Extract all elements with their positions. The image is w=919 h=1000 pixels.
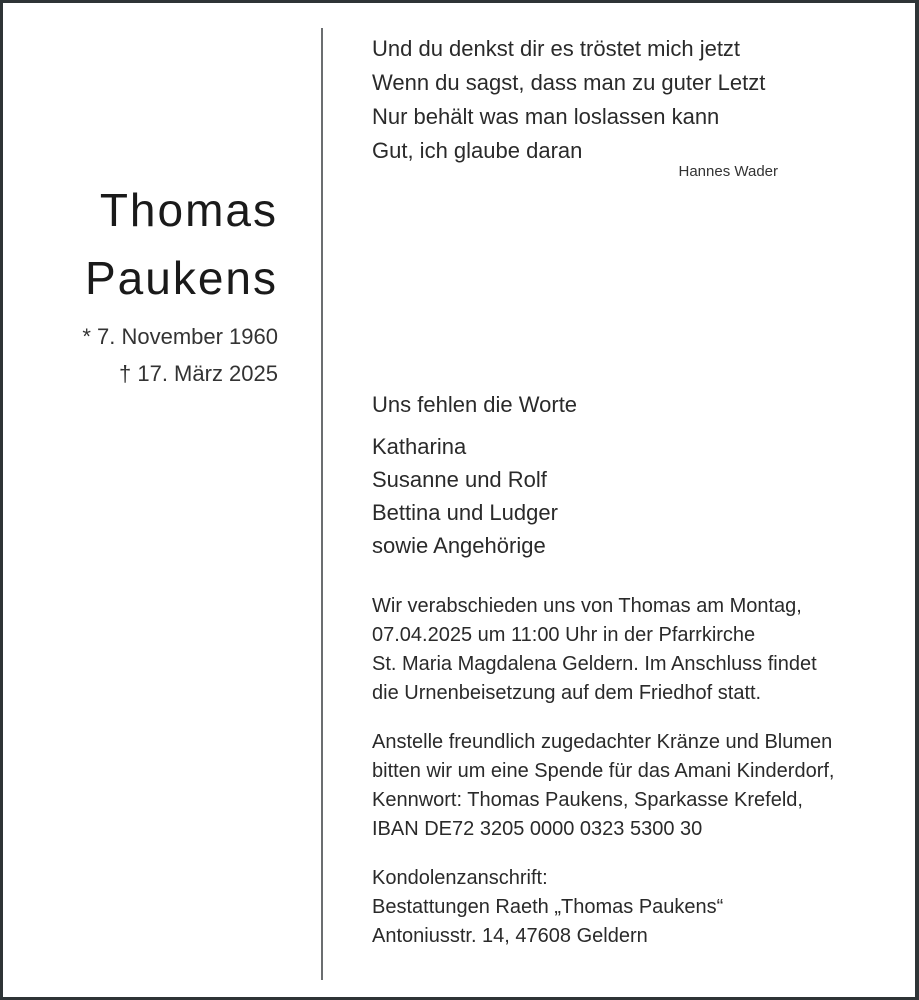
condolence-recipient: Bestattungen Raeth „Thomas Paukens“ [372,896,724,918]
mourner: Susanne und Rolf [372,467,547,492]
mourners-list [372,430,892,562]
mourner: sowie Angehörige [372,533,546,558]
mourner: Bettina und Ludger [372,500,558,525]
condolence-street: Antoniusstr. 14, 47608 Geldern [372,925,648,947]
poem [372,32,892,182]
donation-line: bitten wir um eine Spende für das Amani Kinderdorf, [372,760,835,782]
vertical-divider [321,28,323,980]
birth-date: * 7. November 1960 [82,324,278,349]
last-name: Paukens [84,252,278,304]
donation-line: Kennwort: Thomas Paukens, Sparkasse Krefeld, [372,789,803,811]
poem-author: Hannes Wader [678,163,778,180]
farewell-line: St. Maria Magdalena Geldern. Im Anschluss findet [372,653,817,675]
condolence-label: Kondolenzanschrift: [372,867,548,889]
poem-line: Wenn du sagst, dass man zu guter Letzt [372,70,766,95]
farewell-line: die Urnenbeisetzung auf dem Friedhof statt. [372,682,762,704]
closing-phrase: Uns fehlen die Worte [372,392,578,417]
first-name: Thomas [99,184,278,236]
iban: IBAN DE72 3205 0000 0323 5300 30 [372,818,703,840]
farewell-line: Wir verabschieden uns von Thomas am Montag, [372,595,802,617]
condolence-address [372,864,892,951]
death-date: † 17. März 2025 [119,361,278,386]
poem-line: Gut, ich glaube daran [372,138,583,163]
poem-line: Und du denkst dir es tröstet mich jetzt [372,36,741,61]
mourner: Katharina [372,434,467,459]
deceased-info [0,176,278,390]
donation-info [372,728,892,844]
poem-line: Nur behält was man loslassen kann [372,104,720,129]
farewell-line: 07.04.2025 um 11:00 Uhr in der Pfarrkirche [372,624,756,646]
donation-line: Anstelle freundlich zugedachter Kränze und Blumen [372,731,833,753]
farewell-info [372,592,892,708]
